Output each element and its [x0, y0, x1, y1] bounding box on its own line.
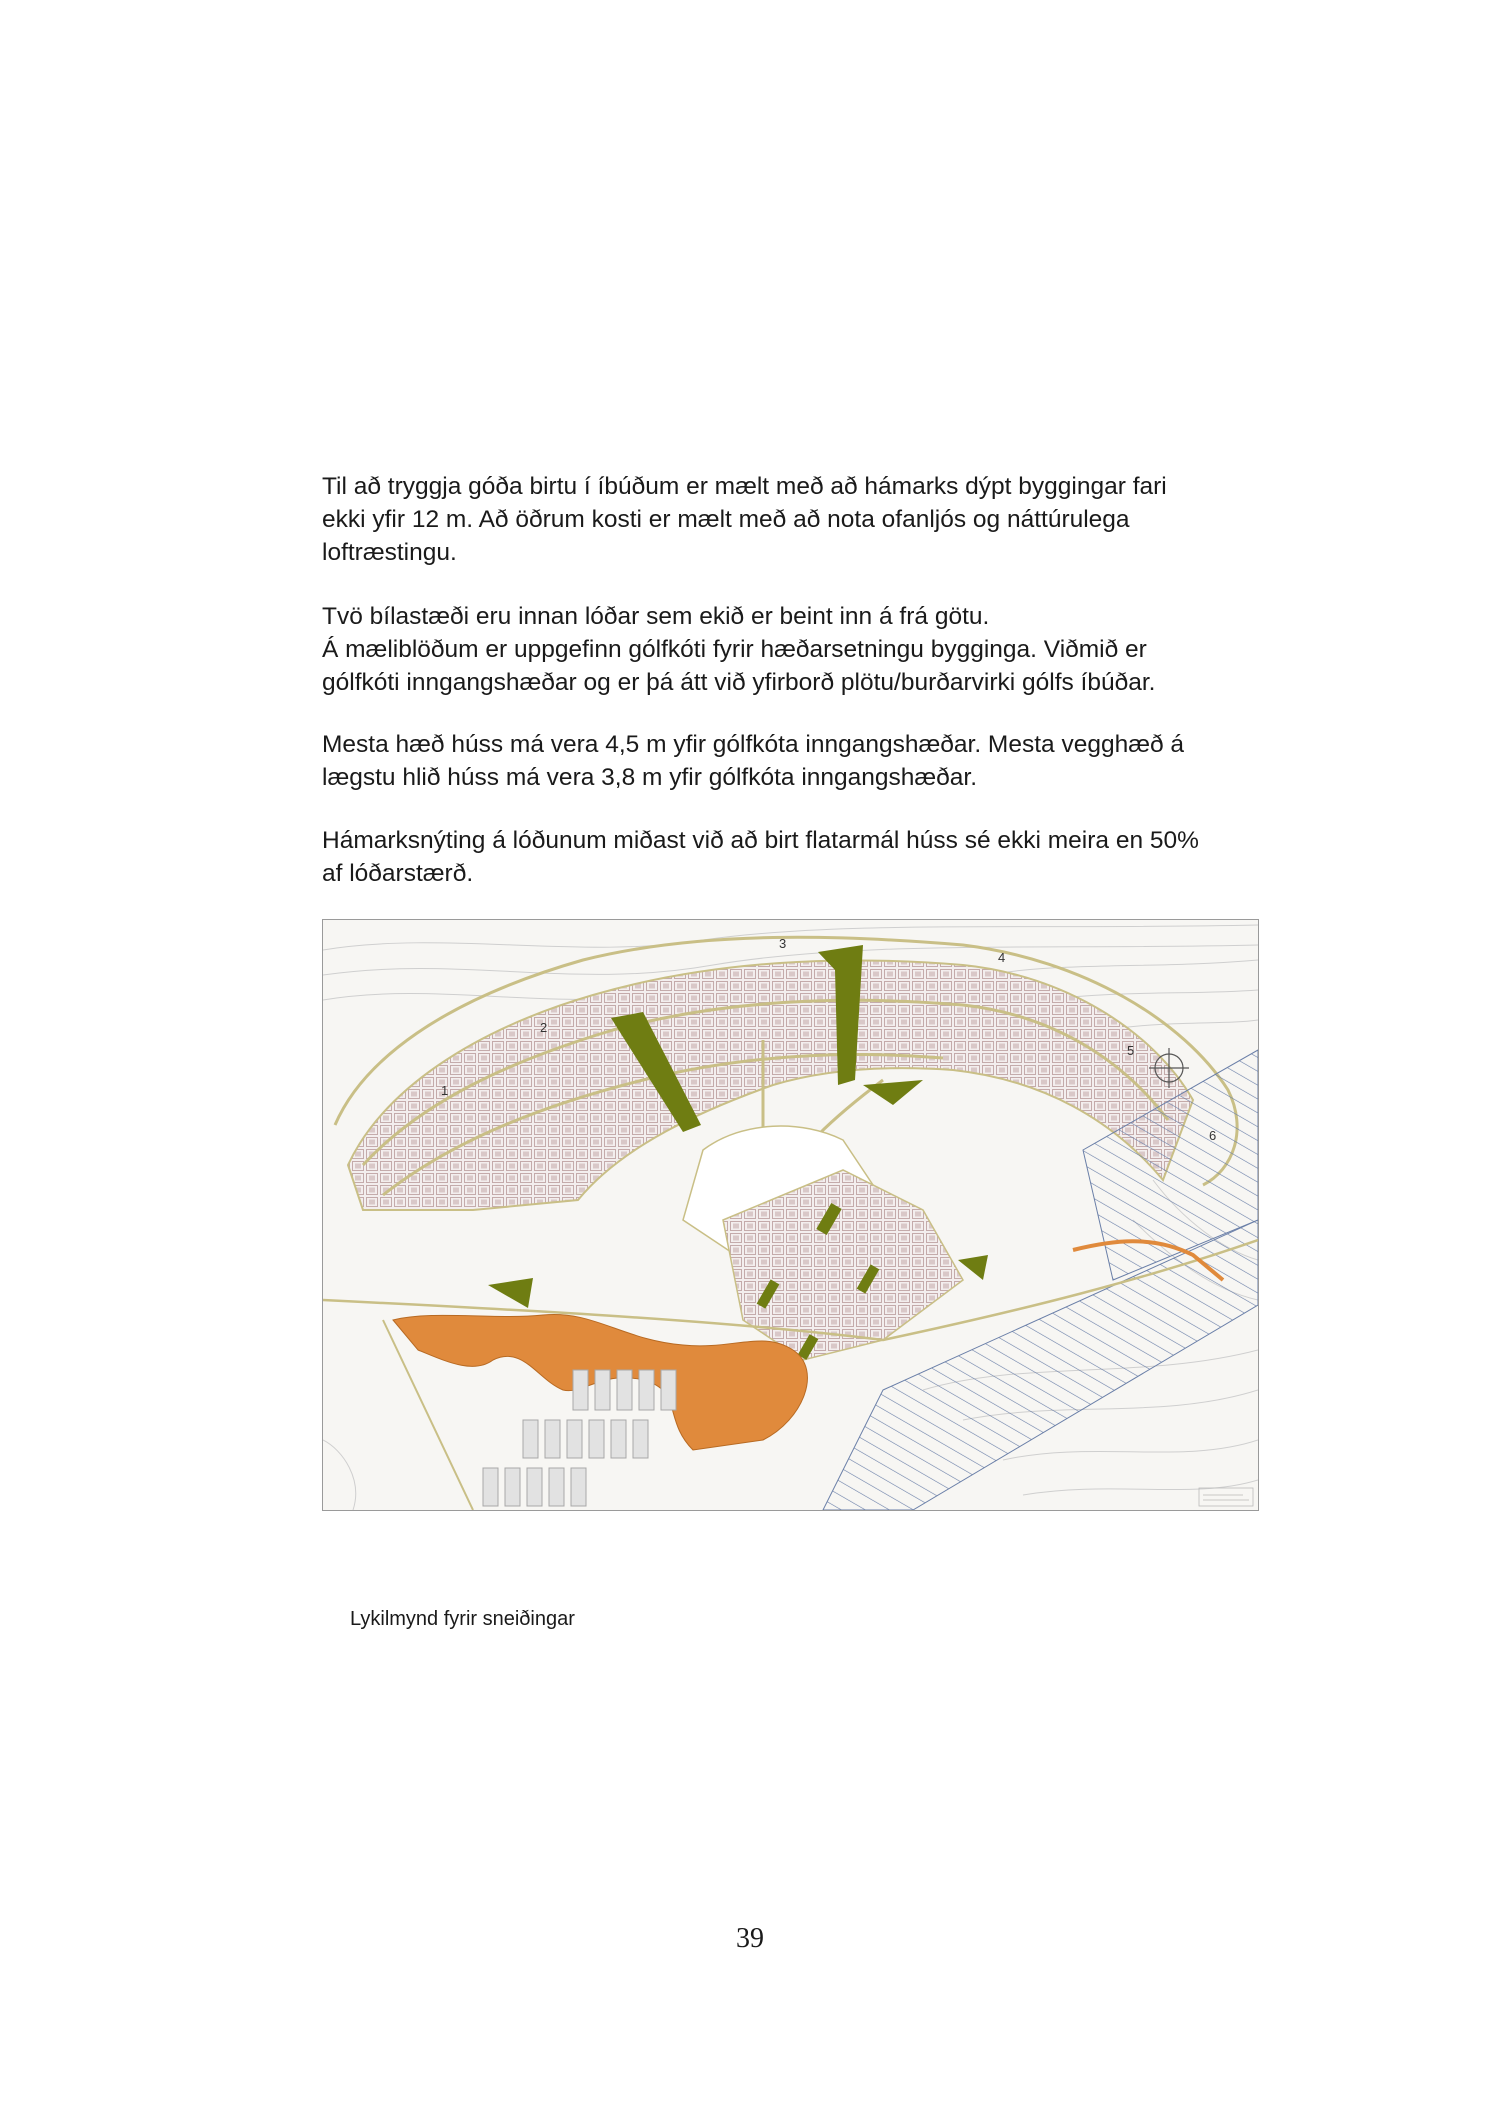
section-label: 2 [540, 1020, 548, 1035]
text-line: loftræstingu. [322, 539, 457, 566]
text-line: Tvö bílastæði eru innan lóðar sem ekið er beint inn á frá götu. [322, 603, 990, 630]
green-area [958, 1255, 988, 1280]
paragraph-parking-floor-level [322, 600, 1327, 699]
text-line: Mesta hæð húss má vera 4,5 m yfir gólfkóta inngangshæðar. Mesta vegghæð á [322, 731, 1185, 758]
text-line: Til að tryggja góða birtu í íbúðum er mælt með að hámarks dýpt byggingar fari [322, 473, 1167, 500]
text-line: Hámarksnýting á lóðunum miðast við að birt flatarmál húss sé ekki meira en 50% [322, 827, 1199, 854]
southwest-buildings [483, 1370, 676, 1506]
section-label: 6 [1209, 1128, 1217, 1143]
paragraph-building-depth [322, 470, 1327, 569]
text-line: ekki yfir 12 m. Að öðrum kosti er mælt með að nota ofanljós og náttúrulega [322, 506, 1130, 533]
page-number: 39 [736, 1923, 764, 1954]
section-label: 4 [998, 950, 1006, 965]
section-label: 3 [779, 936, 787, 951]
green-area [488, 1278, 533, 1308]
text-line: Á mæliblöðum er uppgefinn gólfkóti fyrir hæðarsetningu bygginga. Viðmið er [322, 636, 1147, 663]
text-line: lægstu hlið húss má vera 3,8 m yfir gólfkóta inngangshæðar. [322, 764, 978, 791]
title-block [1199, 1488, 1253, 1506]
text-line: gólfkóti inngangshæðar og er þá átt við yfirborð plötu/burðarvirki gólfs íbúðar. [322, 669, 1156, 696]
paragraph-building-height [322, 728, 1327, 794]
paragraph-plot-ratio [322, 824, 1327, 890]
text-line: af lóðarstærð. [322, 860, 474, 887]
site-plan-drawing [323, 920, 1258, 1510]
section-label: 5 [1127, 1043, 1135, 1058]
green-area [863, 1080, 923, 1105]
section-label: 1 [441, 1083, 449, 1098]
site-plan-map [322, 919, 1259, 1511]
figure-caption: Lykilmynd fyrir sneiðingar [350, 1608, 575, 1630]
